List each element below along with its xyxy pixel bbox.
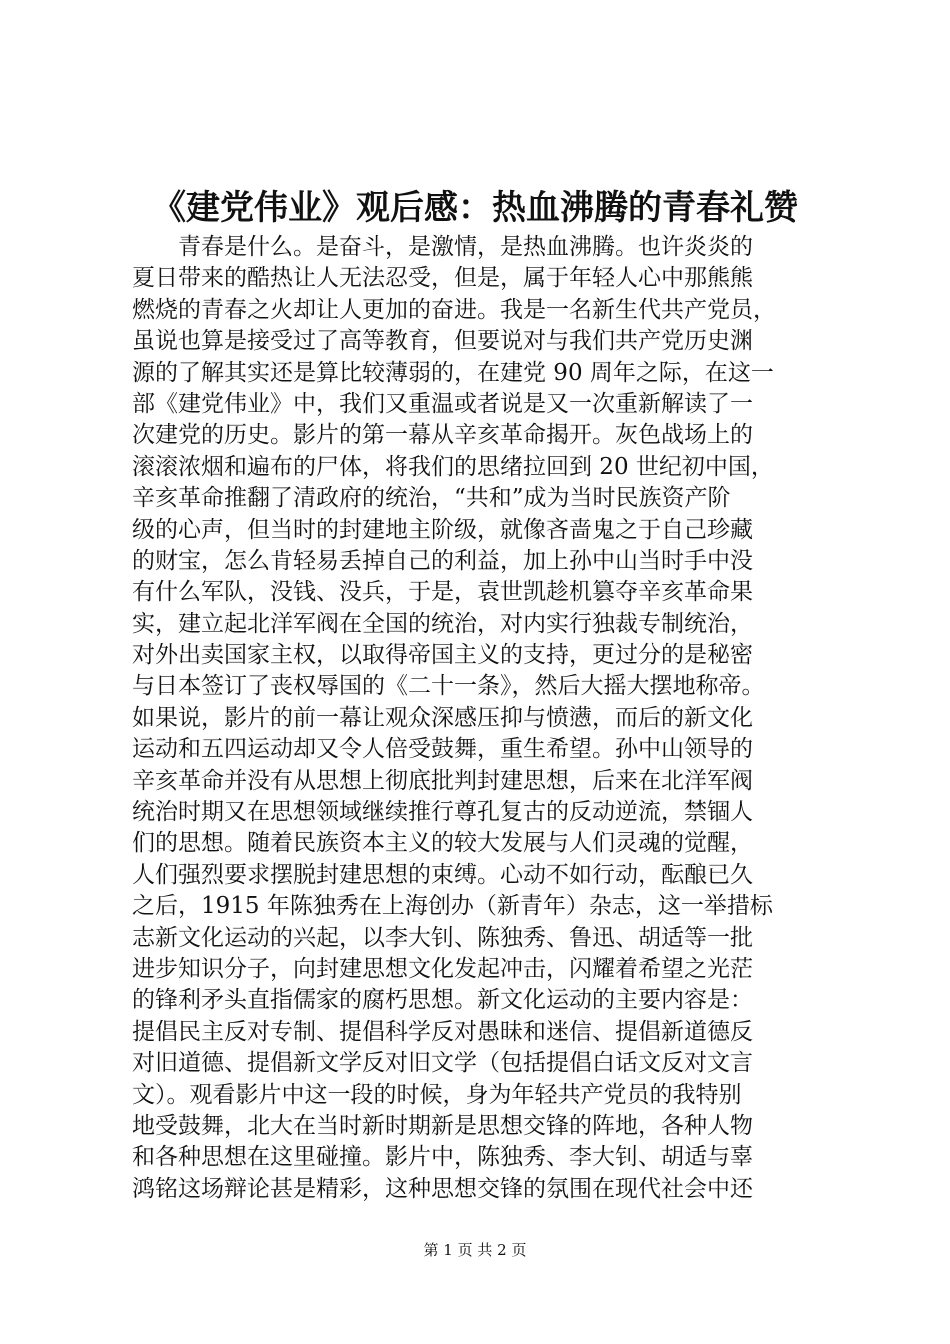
body-line: 与日本签订了丧权辱国的《二十一条》，然后大摇大摆地称帝。 xyxy=(132,673,765,700)
document-title: 《建党伟业》观后感：热血沸腾的青春礼赞 xyxy=(152,188,798,228)
body-line: 进步知识分子，向封建思想文化发起冲击，闪耀着希望之光茫 xyxy=(132,955,753,982)
body-line: 文）。观看影片中这一段的时候，身为年轻共产党员的我特别 xyxy=(132,1081,742,1108)
body-line: 如果说，影片的前一幕让观众深感压抑与愤懑，而后的新文化 xyxy=(132,704,753,731)
body-line: 提倡民主反对专制、提倡科学反对愚昧和迷信、提倡新道德反 xyxy=(132,1018,753,1045)
body-line: 的锋利矛头直指儒家的腐朽思想。新文化运动的主要内容是： xyxy=(132,987,753,1014)
body-line: 燃烧的青春之火却让人更加的奋进。我是一名新生代共产党员， xyxy=(132,296,776,323)
body-line: 滚滚浓烟和遍布的尸体，将我们的思绪拉回到 20 世纪初中国， xyxy=(132,453,774,480)
body-line: 有什么军队，没钱、没兵，于是，袁世凯趁机篡夺辛亥革命果 xyxy=(132,579,753,606)
body-line: 们的思想。随着民族资本主义的较大发展与人们灵魂的觉醒， xyxy=(132,830,753,857)
body-line: 辛亥革命推翻了清政府的统治，“共和”成为当时民族资产阶 xyxy=(132,485,731,512)
body-line: 次建党的历史。影片的第一幕从辛亥革命揭开。灰色战场上的 xyxy=(132,422,753,449)
body-line: 辛亥革命并没有从思想上彻底批判封建思想，后来在北洋军阀 xyxy=(132,767,753,794)
page-footer: 第 1 页 共 2 页 xyxy=(423,1241,527,1259)
body-line: 青春是什么。是奋斗，是激情，是热血沸腾。也许炎炎的 xyxy=(132,234,753,260)
body-line: 夏日带来的酷热让人无法忍受，但是，属于年轻人心中那熊熊 xyxy=(132,265,753,292)
body-line: 源的了解其实还是算比较薄弱的，在建党 90 周年之际，在这一 xyxy=(132,359,774,386)
body-line: 人们强烈要求摆脱封建思想的束缚。心动不如行动，酝酿已久 xyxy=(132,861,753,888)
body-line: 和各种思想在这里碰撞。影片中，陈独秀、李大钊、胡适与辜 xyxy=(132,1144,753,1171)
body-line: 虽说也算是接受过了高等教育，但要说对与我们共产党历史渊 xyxy=(132,328,753,355)
body-line: 之后，1915 年陈独秀在上海创办（新青年）杂志，这一举措标 xyxy=(132,893,773,920)
body-line: 实，建立起北洋军阀在全国的统治，对内实行独裁专制统治， xyxy=(132,610,753,637)
body-line: 对旧道德、提倡新文学反对旧文学（包括提倡白话文反对文言 xyxy=(132,1050,753,1077)
body-line: 志新文化运动的兴起，以李大钊、陈独秀、鲁迅、胡适等一批 xyxy=(132,924,753,951)
body-line: 部《建党伟业》中，我们又重温或者说是又一次重新解读了一 xyxy=(132,390,753,417)
body-line: 统治时期又在思想领域继续推行尊孔复古的反动逆流，禁锢人 xyxy=(132,799,753,826)
body-line: 的财宝，怎么肯轻易丢掉自己的利益，加上孙中山当时手中没 xyxy=(132,547,753,574)
document-body xyxy=(132,232,852,1205)
body-line: 级的心声，但当时的封建地主阶级，就像吝啬鬼之于自己珍藏 xyxy=(132,516,753,543)
body-line: 对外出卖国家主权，以取得帝国主义的支持，更过分的是秘密 xyxy=(132,642,753,669)
body-line: 鸿铭这场辩论甚是精彩，这种思想交锋的氛围在现代社会中还 xyxy=(132,1175,753,1202)
body-line: 地受鼓舞，北大在当时新时期新是思想交锋的阵地，各种人物 xyxy=(132,1112,753,1139)
body-line: 运动和五四运动却又令人倍受鼓舞，重生希望。孙中山领导的 xyxy=(132,736,753,763)
